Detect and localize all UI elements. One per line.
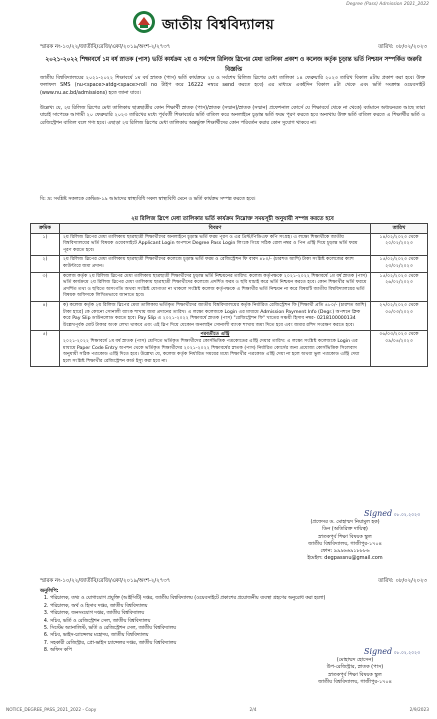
row-description: ২০২১-২০২২ শিক্ষাবর্ষে ১ম বর্ষ স্নাতক (পাস) শ্রেণিতে ভর্তিকৃত শিক্ষার্থীদের কোর্সভিত্তিক পত্রকোডের এন্ট্রি দেয়ার তারিখ: এ লক্ষ্যে সংশ্লিষ্ট কলেজকে Login এর মাধ্যমে Paper Code Entry অপশন থেকে ভর্তিকৃত শিক্ষার্থীদের ২০২১-২০২২ শিক্ষাবর্ষের স্নাতক (পাস) নির্ধারিত কোর্সের জন্য প্রযোজ্য কোর্সভিত্তিক সিলেবাস অনুযায়ী সঠিক পত্রকোড এন্ট্রি দিতে হবে। উল্লেখ্য যে, কলেজ কর্তৃক নির্ধারিত সময়ের মধ্যে শিক্ষার্থীর পত্রকোড এন্ট্রি দেয়া না হলে অথবা ভুল পত্রকোড এন্ট্রি দেয়া হলে সংশ্লিষ্ট শিক্ষার্থীর রেজিস্ট্রেশন কার্ড ইস্যু করা হবে না।	[63, 338, 360, 364]
row-date: ১৫/০২/২০২৩ থেকে ২৩/০২/২০২৩	[371, 256, 428, 272]
page-footer	[6, 708, 429, 713]
signatory-email: ইমেইল: degpassnu@gmail.com	[307, 555, 383, 562]
signature-mark: Signed	[363, 509, 393, 518]
footer-filename: NOTICE_DEGREE_PASS_2021_2022 - Copy	[6, 708, 97, 713]
memo2-ref: স্মারক নং-১০/২২/জাতীবি/রেজি/একা/২০১৯/অংশ-২/২৭৩৭	[40, 578, 171, 584]
signatory-line: ফোন: ৯৯৯৬৬৯১৮৮৮৬	[320, 548, 370, 555]
signature-block-deputy-registrar	[290, 648, 420, 686]
row-serial: ১)	[31, 233, 60, 256]
row-description: কলেজ কর্তৃক ২য় রিলিজ স্লিপের মেধা তালিকায় ছাত্রছাত্রী শিক্ষার্থীদের চূড়ান্ত ভর্তি নিশ্চয়নের তারিখ: কলেজ কর্তৃপক্ষকে ২০২১-২০২২ শিক্ষাবর্ষে ১ম বর্ষ স্নাতক (পাস) ভর্তি কার্যক্রমে ২য় রিলিজ স্লিপের মেধা তালিকায় ছাত্রছাত্রী শিক্ষার্থীদের কলেজে প্রদর্শিত ফরম ও ছবি যাচাই করে ভর্তি নিশ্চয়ন করতে হবে। কোন শিক্ষার্থীর ভর্তি ফরমে প্রদর্শিত তথ্য ও ছবিতে অসংগতি অথবা সংশ্লিষ্ট যোগ্যতা না থাকলে সংশ্লিষ্ট কলেজ কর্তৃপক্ষকে এ শিক্ষার্থীর ভর্তি নিশ্চয়ন না করে বিষয়টি জাতীয় বিশ্ববিদ্যালয়ের ভর্তি বিষয়ক অফিসকে লিখিতভাবে জানাতে হবে।	[60, 272, 371, 301]
row-serial: ৪)	[31, 301, 60, 330]
row-serial: ৩)	[31, 272, 60, 301]
signatory-name: (প্রফেসর ড. মোহাম্মদ নিয়ামুল হক)	[310, 519, 380, 526]
row-description: ক) কলেজ কর্তৃক ২য় রিলিজ স্লিপের মেধা তালিকায় ভর্তিকৃত শিক্ষার্থীদের জাতীয় বিশ্ববিদ্যালয়ের কর্তৃক নির্ধারিত রেজিস্ট্রেশন ফি [শিক্ষার্থী প্রতি ৪৮০/- (চারশত আশি) টাকা হারে] কে কোনো সোনালী ব্যাংক শাখায় জমা প্রদানের তারিখ। এ লক্ষ্যে কলেজকে Login এর মাধ্যমে Admission Payment Info (Degr.) অপশনে ক্লিক করে Pay Slip ডাউনলোড করতে হবে। Pay Slip এ ২০২১-২০২২ শিক্ষাবর্ষে স্নাতক (পাস) "রেজিস্ট্রেশন ফি" খাতের সঞ্চয়ী হিসাব নম্বর- 0218100000134 উল্লেখপূর্বক মোট টাকার অংক লেখা থাকবে এবং এই স্লিপ দিয়ে যেকোন অনলাইন সোনালী ব্যাংক শাখায় জমা দিতে হবে এবং জমার রশিদ সংরক্ষণ করতে হবে।	[60, 301, 371, 330]
footer-date: 2/9/2023	[409, 708, 429, 713]
row-date: ০৬/০৩/২০২৩ থেকে ০৯/০৪/২০২৩	[371, 331, 428, 367]
university-logo-icon	[132, 10, 156, 34]
distribution-item: 1. পরিচালক, তথ্য ও যোগাযোগ প্রযুক্তি (আইসিটি) দপ্তর, জাতীয় বিশ্ববিদ্যালয় (ওয়েবসাইটে প্রকাশের প্রয়োজনীয় ব্যবস্থা গ্রহণের অনুরোধ করা হলো)	[50, 595, 425, 602]
intro-paragraph-1: জাতীয় বিশ্ববিদ্যালয়ের ২০২১-২০২২ শিক্ষাবর্ষে ১ম বর্ষ স্নাতক (পাস) ভর্তি কার্যক্রমে ২য় ও সর্বশেষ রিলিজ স্লিপের মেধা তালিকা ১৪ ফেব্রুয়ারি ২০২৩ তারিখ বিকাল ৪টায় প্রকাশ করা হবে। উক্ত ফলাফল SMS (nu<space>atdg<space>roll no টাইপ করে 16222 নম্বরে send করতে হবে) এর মাধ্যমে একইদিন বিকাল ৪টা থেকে এবং ভর্তি সংক্রান্ত ওয়েবসাইট (www.nu.ac.bd/admissions) হতে জানা যাবে।	[40, 75, 425, 96]
distribution-item: 3. পরিচালক, জনসংযোগ দপ্তর, জাতীয় বিশ্ববিদ্যালয়	[50, 610, 425, 617]
signatory-line: জাতীয় বিশ্ববিদ্যালয়, গাজীপুর-১৭০৪	[308, 540, 382, 547]
signatory-name: (মোহাম্মদ হোসেন)	[336, 657, 374, 664]
header-note: Degree (Pass) Admission 2021_2022	[346, 2, 429, 7]
memo2-date: তারিখ: ০৮/০২/২০২৩	[378, 578, 427, 584]
signature-block-dean	[270, 510, 420, 562]
memo-date: তারিখ: ০৮/০২/২০২৩	[378, 44, 427, 50]
signatory-line: স্নাতকপূর্ব শিক্ষা বিষয়ক স্কুল	[318, 533, 372, 540]
intro-paragraph-2: উল্লেখ্য যে, ২য় রিলিজ স্লিপের মেধা তালিকায় ছাত্রছাত্রীর কোন শিক্ষার্থী স্নাতক (পাস)/স্নাতক (সম্মান)/স্নাতক (সম্মান) প্রফেশনাল কোর্সে যে শিক্ষাবর্ষে থেকে না থেকে) বর্তমানে অধ্যয়নরত আছে তারা যাচাই সাপেক্ষে আগামী ২০ ফেব্রুয়ারি ২০২৩ তারিখের মধ্যে পূর্ববর্তী শিক্ষাবর্ষের ভর্তি বাতিল করে অনলাইনে চূড়ান্ত ভর্তি ফরম পূরণ করতে হবে অন্যথায় উক্ত ভর্তি বাতিল করতে এ শিক্ষার্থীর ভর্তি ও রেজিস্ট্রেশন বাতিল বলে গণ্য হবে। এছাড়া ২য় রিলিজ স্লিপের মেধা তালিকায় অন্তর্ভুক্ত শিক্ষার্থীদের কোন পরিবর্তন করার কোন সুযোগ থাকবে না।	[40, 105, 425, 126]
distribution-item: 8. অফিস কপি	[50, 647, 425, 654]
col-header-serial: ক্রমিক	[31, 224, 60, 234]
signature-mark: Signed	[363, 647, 393, 656]
distribution-item: 6. সচিব, ভাইস-চ্যান্সেলর মহোদয়, জাতীয় বিশ্ববিদ্যালয়	[50, 632, 425, 639]
table-row	[31, 301, 428, 330]
distribution-item: 5. সিস্টেম অ্যানালিস্ট, ভর্তি ও রেজিস্ট্রেশন সেল, জাতীয় বিশ্ববিদ্যালয়	[50, 625, 425, 632]
table-header-row	[31, 224, 428, 234]
table-row	[31, 331, 428, 367]
schedule-title: ২য় রিলিজ স্লিপে মেধা তালিকার ভর্তি কার্যক্রম নিম্নোক্ত সময়সূচী অনুযায়ী সম্পন্ন করতে হবে	[131, 216, 334, 222]
row-date: ২৭/০২/২০২৩ থেকে ০৫/০৩/২০২৩	[371, 301, 428, 330]
row-description: ২য় রিলিজ স্লিপের মেধা তালিকায় ছাত্রছাত্রী শিক্ষার্থীদের অনলাইনে চূড়ান্ত ভর্তি ফরম পূরণ ও এর প্রিন্ট/পিডিএফ কপি সংগ্রহ। এ লক্ষ্যে শিক্ষার্থীকে জাতীয় বিশ্ববিদ্যালয়ের ভর্তি বিষয়ক ওয়েবসাইটে Applicant Login অপশনে Degree Pass Login লিংকে গিয়ে সঠিক রোল নম্বর ও পিন এন্ট্রি দিয়ে চূড়ান্ত ভর্তি ফরম পূরণ করতে হবে।	[60, 233, 371, 256]
row-description-cell	[60, 331, 371, 367]
table-row	[31, 272, 428, 301]
signature-date: ০৮.০২.২০২৩	[393, 513, 420, 518]
intro-note: বি: দ্র: সংশ্লিষ্ট সকলকে কেভিড-১৯ আমাদের স্বাস্থ্যবিধি সকল স্বাস্থ্যবিধি মেনে ও ভর্তি কার্যক্রম সম্পন্ন করতে হবে।	[40, 196, 256, 202]
distribution-item: 7. সহকারী রেজিস্ট্রার, প্রো-ভাইস চ্যান্সেলর দপ্তর, জাতীয় বিশ্ববিদ্যালয়	[50, 640, 425, 647]
footer-page: 2/4	[249, 708, 257, 713]
signatory-line: ডিন (অতিরিক্ত দায়িত্ব)	[322, 526, 368, 533]
table-row	[31, 233, 428, 256]
memo2-ref-line	[40, 578, 427, 586]
distribution-item: 4. সচিব, ভর্তি ও রেজিস্ট্রেশন সেল, জাতীয় বিশ্ববিদ্যালয়	[50, 618, 425, 625]
distribution-item: 2. পরিচালক, অর্থ ও হিসাব দপ্তর, জাতীয় বিশ্ববিদ্যালয়	[50, 603, 425, 610]
memo-ref-line	[40, 44, 427, 52]
signatory-line: স্নাতকপূর্ব শিক্ষা বিষয়ক স্কুল	[328, 671, 382, 678]
col-header-date: তারিখ	[371, 224, 428, 234]
table-row	[31, 256, 428, 272]
signatory-line: উপ-রেজিস্ট্রার, স্নাতক (পাস)	[326, 664, 384, 671]
university-name: জাতীয় বিশ্ববিদ্যালয়	[162, 17, 274, 33]
row-date: ১৪/০২/২০২৩ থেকে ২০/০২/২০২৩	[371, 233, 428, 256]
signature-date: ০৮.০২.২০২৩	[393, 651, 420, 656]
row-section-heading: পরবর্তীতে এন্ট্রি	[200, 332, 230, 338]
col-header-description: বিবরণ	[60, 224, 371, 234]
row-serial: ৫)	[31, 331, 60, 367]
row-serial: ২)	[31, 256, 60, 272]
schedule-table	[30, 223, 428, 367]
signatory-line: জাতীয় বিশ্ববিদ্যালয়, গাজীপুর-১৭০৪	[318, 678, 392, 685]
distribution-list	[40, 588, 425, 655]
distribution-heading: অনুলিপি:	[40, 589, 59, 594]
notice-title: ২০২১-২০২২ শিক্ষাবর্ষে ১ম বর্ষ স্নাতক (পাস) ভর্তি কার্যক্রম ২য় ও সর্বশেষ রিলিজ স্লিপের মেধা তালিকা প্রকাশ ও কলেজ কর্তৃক চূড়ান্ত ভর্তি নিশ্চয়ন সম্পর্কিত জরুরি বিজ্ঞপ্তি	[45, 57, 422, 73]
row-date: ১৫/০২/২০২৩ থেকে ২৬/০২/২০২৩	[371, 272, 428, 301]
row-description: ২য় রিলিজ স্লিপের মেধা তালিকায় ছাত্রছাত্রী শিক্ষার্থীদের কলেজে চূড়ান্ত ভর্তি ফরম ও রেজিস্ট্রেশন ফি বাবদ ৪৮০/- (চারশত আশি) টাকা সংশ্লিষ্ট কলেজের ক্যাশ কাউন্টারে জমা প্রদান।	[60, 256, 371, 272]
memo-ref: স্মারক নং-১০/২২/জাতীবি/রেজি/একা/২০১৯/অংশ-২/২৭৩৭	[40, 44, 171, 50]
